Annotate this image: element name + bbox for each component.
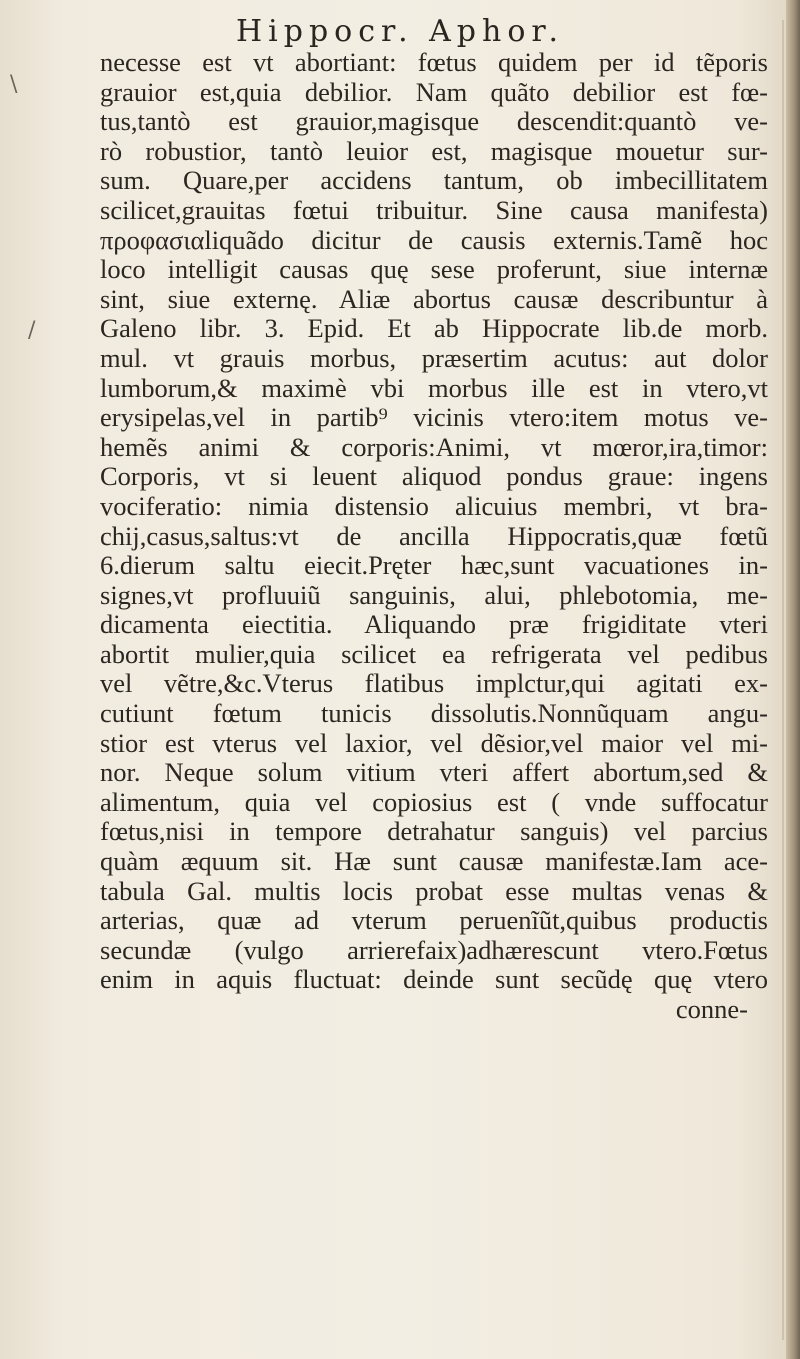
running-head: Hippocr. Aphor.: [236, 14, 564, 49]
text-line: sum. Quare,per accidens tantum, ob imbecillitatem: [100, 165, 768, 196]
text-line: sint, siue externę. Aliæ abortus causæ describuntur à: [100, 283, 768, 314]
text-line: scilicet,grauitas fœtui tribuitur. Sine causa manifesta): [100, 194, 768, 225]
text-line: προφασιαliquãdo dicitur de causis externis.Tamẽ hoc: [100, 224, 768, 255]
catchword: conne-: [675, 994, 748, 1024]
text-line: nor. Neque solum vitium vteri affert abortum,sed &: [100, 757, 768, 788]
text-line: stior est vterus vel laxior, vel dẽsior,vel maior vel mi-: [100, 727, 768, 758]
text-line: mul. vt grauis morbus, præsertim acutus: aut dolor: [100, 342, 768, 373]
text-line: grauior est,quia debilior. Nam quãto debilior est fœ-: [100, 76, 768, 107]
text-line: quàm æquum sit. Hæ sunt causæ manifestæ.Iam ace-: [100, 846, 768, 877]
text-line: dicamenta eiectitia. Aliquando præ frigiditate vteri: [100, 609, 768, 640]
body-text: [100, 48, 768, 1025]
text-line: arterias, quæ ad vterum peruenĩũt,quibus productis: [100, 905, 768, 936]
text-line: 6.dierum saltu eiecit.Pręter hæc,sunt vacuationes in-: [100, 550, 768, 581]
margin-mark: /: [28, 318, 36, 343]
text-line: chij,casus,saltus:vt de ancilla Hippocratis,quæ fœtũ: [100, 520, 768, 551]
page-fold-shadow: [782, 20, 784, 1340]
text-line: Corporis, vt si leuent aliquod pondus graue: ingens: [100, 461, 768, 492]
text-line: Galeno libr. 3. Epid. Et ab Hippocrate lib.de morb.: [100, 313, 768, 344]
text-line: fœtus,nisi in tempore detrahatur sanguis) vel parcius: [100, 816, 768, 847]
text-line: loco intelligit causas quę sese proferunt, siue internæ: [100, 254, 768, 285]
text-line: cutiunt fœtum tunicis dissolutis.Nonnũquam angu-: [100, 698, 768, 729]
text-line: rò robustior, tantò leuior est, magisque mouetur sur-: [100, 135, 768, 166]
margin-mark: \: [10, 72, 18, 97]
text-line: tus,tantò est grauior,magisque descendit:quantò ve-: [100, 106, 768, 137]
text-line: vociferatio: nimia distensio alicuius membri, vt bra-: [100, 490, 768, 521]
text-line: alimentum, quia vel copiosius est ( vnde suffocatur: [100, 786, 768, 817]
text-line: vel vẽtre,&c.Vterus flatibus implctur,qui agitati ex-: [100, 668, 768, 699]
text-line: hemẽs animi & corporis:Animi, vt mœror,ira,timor:: [100, 431, 768, 462]
text-line: tabula Gal. multis locis probat esse multas venas &: [100, 875, 768, 906]
page-edge: [786, 0, 800, 1359]
text-line: secundæ (vulgo arrierefaix)adhærescunt vtero.Fœtus: [100, 934, 768, 965]
text-line: necesse est vt abortiant: fœtus quidem per id tẽporis: [100, 47, 768, 77]
text-line: erysipelas,vel in partib⁹ vicinis vtero:item motus ve-: [100, 402, 768, 433]
text-line: lumborum,& maximè vbi morbus ille est in vtero,vt: [100, 372, 768, 403]
text-line: enim in aquis fluctuat: deinde sunt secũdę quę vtero: [100, 964, 768, 995]
text-line: signes,vt profluuiũ sanguinis, alui, phlebotomia, me-: [100, 579, 768, 610]
text-line: abortit mulier,quia scilicet ea refrigerata vel pedibus: [100, 638, 768, 669]
